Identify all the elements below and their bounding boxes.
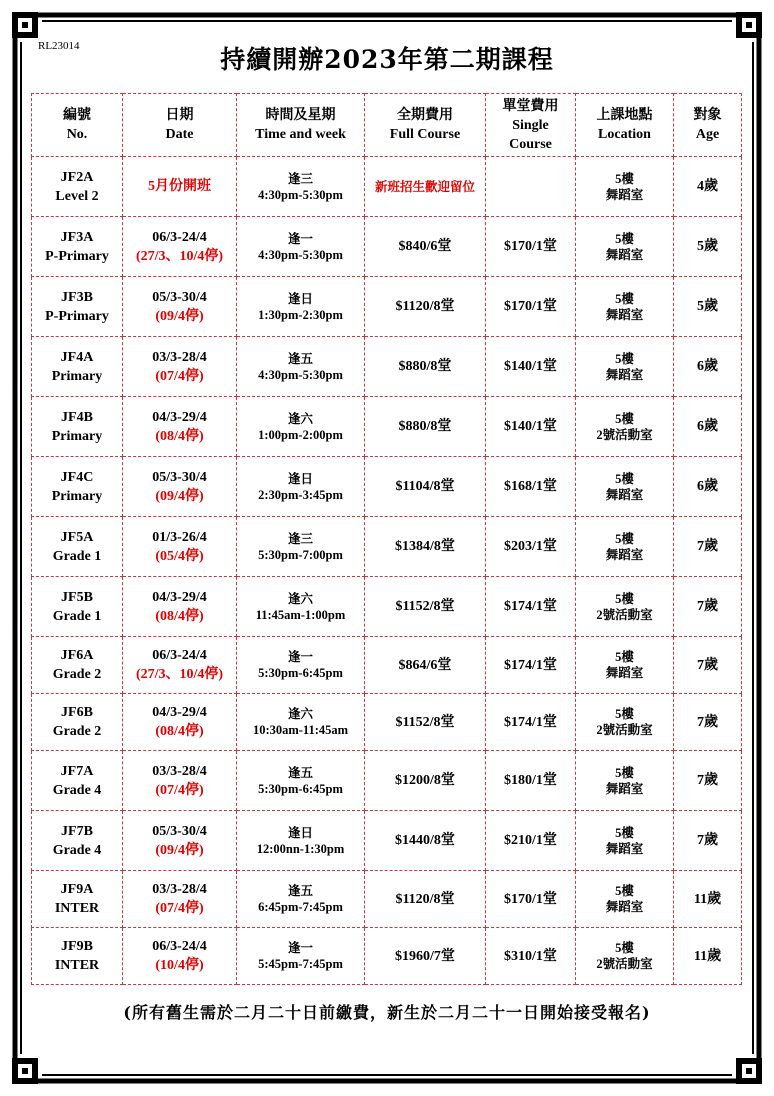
- single-course-fee-cell: $174/1堂: [486, 577, 576, 637]
- full-course-fee-cell: $1120/8堂: [365, 277, 486, 337]
- location-cell: 5樓 舞蹈室: [576, 811, 674, 871]
- header-location: 上課地點 Location: [576, 94, 674, 157]
- full-course-fee-cell: $1104/8堂: [365, 457, 486, 517]
- time-cell: 逢六 1:00pm-2:00pm: [237, 397, 365, 457]
- table-row: [32, 637, 742, 694]
- age-cell: 11歲: [674, 871, 742, 928]
- time-cell: 逢日 12:00nn-1:30pm: [237, 811, 365, 871]
- course-code-cell: JF9A INTER: [32, 871, 123, 928]
- date-cell: 5月份開班: [123, 157, 237, 217]
- header-time: 時間及星期 Time and week: [237, 94, 365, 157]
- course-code-cell: JF9B INTER: [32, 928, 123, 985]
- time-cell: 逢一 5:30pm-6:45pm: [237, 637, 365, 694]
- age-cell: 7歲: [674, 517, 742, 577]
- table-row: [32, 577, 742, 637]
- date-cell: 05/3-30/4 (09/4停): [123, 277, 237, 337]
- age-cell: 7歲: [674, 751, 742, 811]
- single-course-fee-cell: $203/1堂: [486, 517, 576, 577]
- single-course-fee-cell: $174/1堂: [486, 637, 576, 694]
- date-cell: 06/3-24/4 (27/3、10/4停): [123, 217, 237, 277]
- full-course-fee-cell: $1152/8堂: [365, 694, 486, 751]
- table-row: [32, 694, 742, 751]
- course-code-cell: JF7B Grade 4: [32, 811, 123, 871]
- age-cell: 7歲: [674, 637, 742, 694]
- date-cell: 04/3-29/4 (08/4停): [123, 694, 237, 751]
- document-code: RL23014: [38, 40, 80, 52]
- age-cell: 4歲: [674, 157, 742, 217]
- location-cell: 5樓 2號活動室: [576, 397, 674, 457]
- table-row: [32, 337, 742, 397]
- full-course-fee-cell: $1200/8堂: [365, 751, 486, 811]
- full-course-fee-cell: $864/6堂: [365, 637, 486, 694]
- time-cell: 逢五 4:30pm-5:30pm: [237, 337, 365, 397]
- full-course-fee-cell: $1120/8堂: [365, 871, 486, 928]
- course-code-cell: JF5B Grade 1: [32, 577, 123, 637]
- course-code-cell: JF3A P-Primary: [32, 217, 123, 277]
- course-code-cell: JF4B Primary: [32, 397, 123, 457]
- full-course-fee-cell: $1440/8堂: [365, 811, 486, 871]
- footer-note: (所有舊生需於二月二十日前繳費，新生於二月二十一日開始接受報名): [123, 1003, 651, 1022]
- location-cell: 5樓 2號活動室: [576, 577, 674, 637]
- date-cell: 04/3-29/4 (08/4停): [123, 577, 237, 637]
- single-course-fee-cell: $140/1堂: [486, 337, 576, 397]
- header-row: [32, 94, 742, 157]
- table-row: [32, 157, 742, 217]
- full-course-fee-cell: $1152/8堂: [365, 577, 486, 637]
- table-row: [32, 751, 742, 811]
- table-row: [32, 397, 742, 457]
- date-cell: 01/3-26/4 (05/4停): [123, 517, 237, 577]
- single-course-fee-cell: $180/1堂: [486, 751, 576, 811]
- full-course-fee-cell: $1384/8堂: [365, 517, 486, 577]
- single-course-fee-cell: $168/1堂: [486, 457, 576, 517]
- age-cell: 7歲: [674, 694, 742, 751]
- date-cell: 05/3-30/4 (09/4停): [123, 457, 237, 517]
- time-cell: 逢五 5:30pm-6:45pm: [237, 751, 365, 811]
- course-code-cell: JF5A Grade 1: [32, 517, 123, 577]
- full-course-fee-cell: $1960/7堂: [365, 928, 486, 985]
- time-cell: 逢日 1:30pm-2:30pm: [237, 277, 365, 337]
- header-full-course: 全期費用 Full Course: [365, 94, 486, 157]
- age-cell: 5歲: [674, 217, 742, 277]
- age-cell: 11歲: [674, 928, 742, 985]
- location-cell: 5樓 舞蹈室: [576, 337, 674, 397]
- time-cell: 逢三 4:30pm-5:30pm: [237, 157, 365, 217]
- table-row: [32, 517, 742, 577]
- single-course-fee-cell: [486, 157, 576, 217]
- time-cell: 逢日 2:30pm-3:45pm: [237, 457, 365, 517]
- full-course-fee-cell: $840/6堂: [365, 217, 486, 277]
- location-cell: 5樓 舞蹈室: [576, 277, 674, 337]
- course-code-cell: JF7A Grade 4: [32, 751, 123, 811]
- location-cell: 5樓 舞蹈室: [576, 751, 674, 811]
- header-date: 日期 Date: [123, 94, 237, 157]
- time-cell: 逢六 11:45am-1:00pm: [237, 577, 365, 637]
- location-cell: 5樓 舞蹈室: [576, 457, 674, 517]
- table-row: [32, 928, 742, 985]
- course-code-cell: JF4C Primary: [32, 457, 123, 517]
- age-cell: 6歲: [674, 457, 742, 517]
- course-code-cell: JF2A Level 2: [32, 157, 123, 217]
- age-cell: 6歲: [674, 337, 742, 397]
- date-cell: 05/3-30/4 (09/4停): [123, 811, 237, 871]
- single-course-fee-cell: $140/1堂: [486, 397, 576, 457]
- course-code-cell: JF6B Grade 2: [32, 694, 123, 751]
- page-title: 持續開辦2023年第二期課程: [220, 45, 554, 74]
- header-age: 對象 Age: [674, 94, 742, 157]
- course-table: [31, 93, 742, 985]
- age-cell: 5歲: [674, 277, 742, 337]
- full-course-fee-cell: $880/8堂: [365, 337, 486, 397]
- date-cell: 06/3-24/4 (27/3、10/4停): [123, 637, 237, 694]
- table-row: [32, 277, 742, 337]
- age-cell: 6歲: [674, 397, 742, 457]
- time-cell: 逢六 10:30am-11:45am: [237, 694, 365, 751]
- single-course-fee-cell: $174/1堂: [486, 694, 576, 751]
- single-course-fee-cell: $210/1堂: [486, 811, 576, 871]
- date-cell: 03/3-28/4 (07/4停): [123, 871, 237, 928]
- time-cell: 逢五 6:45pm-7:45pm: [237, 871, 365, 928]
- date-cell: 04/3-29/4 (08/4停): [123, 397, 237, 457]
- location-cell: 5樓 2號活動室: [576, 694, 674, 751]
- course-code-cell: JF4A Primary: [32, 337, 123, 397]
- full-course-fee-cell: 新班招生歡迎留位: [365, 157, 486, 217]
- table-row: [32, 871, 742, 928]
- date-cell: 03/3-28/4 (07/4停): [123, 751, 237, 811]
- full-course-fee-cell: $880/8堂: [365, 397, 486, 457]
- single-course-fee-cell: $170/1堂: [486, 871, 576, 928]
- location-cell: 5樓 舞蹈室: [576, 217, 674, 277]
- header-no: 編號 No.: [32, 94, 123, 157]
- single-course-fee-cell: $310/1堂: [486, 928, 576, 985]
- single-course-fee-cell: $170/1堂: [486, 277, 576, 337]
- time-cell: 逢一 4:30pm-5:30pm: [237, 217, 365, 277]
- location-cell: 5樓 舞蹈室: [576, 637, 674, 694]
- location-cell: 5樓 2號活動室: [576, 928, 674, 985]
- age-cell: 7歲: [674, 811, 742, 871]
- date-cell: 03/3-28/4 (07/4停): [123, 337, 237, 397]
- single-course-fee-cell: $170/1堂: [486, 217, 576, 277]
- date-cell: 06/3-24/4 (10/4停): [123, 928, 237, 985]
- time-cell: 逢一 5:45pm-7:45pm: [237, 928, 365, 985]
- table-row: [32, 811, 742, 871]
- time-cell: 逢三 5:30pm-7:00pm: [237, 517, 365, 577]
- age-cell: 7歲: [674, 577, 742, 637]
- course-code-cell: JF6A Grade 2: [32, 637, 123, 694]
- table-row: [32, 457, 742, 517]
- location-cell: 5樓 舞蹈室: [576, 871, 674, 928]
- course-code-cell: JF3B P-Primary: [32, 277, 123, 337]
- header-single-course: 單堂費用 Single Course: [486, 94, 576, 157]
- location-cell: 5樓 舞蹈室: [576, 517, 674, 577]
- table-row: [32, 217, 742, 277]
- location-cell: 5樓 舞蹈室: [576, 157, 674, 217]
